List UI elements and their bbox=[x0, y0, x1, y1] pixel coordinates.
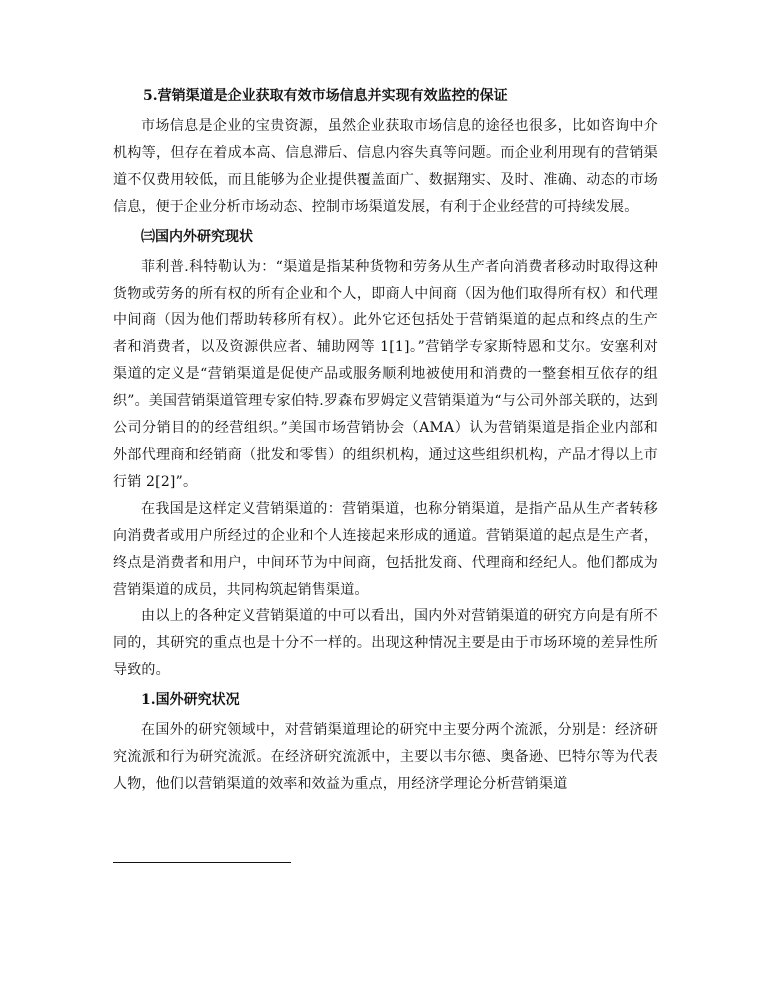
section-heading-5: 5.营销渠道是企业获取有效市场信息并实现有效监控的保证 bbox=[143, 88, 508, 104]
paragraph-china-definition: 在我国是这样定义营销渠道的：营销渠道，也称分销渠道，是指产品从生产者转移向消费者或用户所经过的企业和个人连接起来形成的通道。营销渠道的起点是生产者，终点是消费者和用户，中间环节为中间商，包括批发商、代理商和经纪人。他们都成为营销渠道的成员，共同构筑起销售渠道。 bbox=[113, 500, 658, 598]
paragraph-foreign-schools: 在国外的研究领域中，对营销渠道理论的研究中主要分两个流派，分别是：经济研究流派和行为研究流派。在经济研究流派中，主要以韦尔德、奥备逊、巴特尔等为代表人物，他们以营销渠道的效率和效益为重点，用经济学理论分析营销渠道 bbox=[113, 722, 658, 792]
section-heading-research-status: ㈢国内外研究现状 bbox=[141, 228, 253, 245]
paragraph-market-info: 市场信息是企业的宝贵资源，虽然企业获取市场信息的途径也很多，比如咨询中介机构等，但存在着成本高、信息滞后、信息内容失真等问题。而企业利用现有的营销渠道不仅费用较低，而且能够为企业提供覆盖面广、数据翔实、及时、准确、动态的市场信息，便于企业分析市场动态、控制市场渠道发展，有利于企业经营的可持续发展。 bbox=[113, 118, 658, 215]
footnote-divider bbox=[113, 862, 291, 863]
paragraph-comparison: 由以上的各种定义营销渠道的中可以看出，国内外对营销渠道的研究方向是有所不同的，其研究的重点也是十分不一样的。出现这种情况主要是由于市场环境的差异性所导致的。 bbox=[113, 608, 658, 679]
paragraph-kotler-definition: 菲利普.科特勒认为：“渠道是指某种货物和劳务从生产者向消费者移动时取得这种货物或劳务的所有权的所有企业和个人，即商人中间商（因为他们取得所有权）和代理中间商（因为他们帮助转移所有权）。此外它还包括处于营销渠道的起点和终点的生产者和消费者，以及资源供应者、辅助网等 1[1]。”营销学专家斯特恩和艾尔。安塞利对渠道的定义是“营销渠道是促使产品或服务顺利地被使用和消费的一整套相互依存的组织”。美国营销渠道管理专家伯特.罗森布罗姆定义营销渠道为“与公司外部关联的，达到公司分销目的的经营组织。”美国市场营销协会（AMA）认为营销渠道是指企业内部和外部代理商和经销商（批发和零售）的组织机构，通过这些组织机构，产品才得以上市行销 2[2]”。 bbox=[113, 258, 658, 490]
document-body bbox=[113, 86, 658, 798]
section-heading-foreign-research: 1.国外研究状况 bbox=[141, 692, 240, 709]
